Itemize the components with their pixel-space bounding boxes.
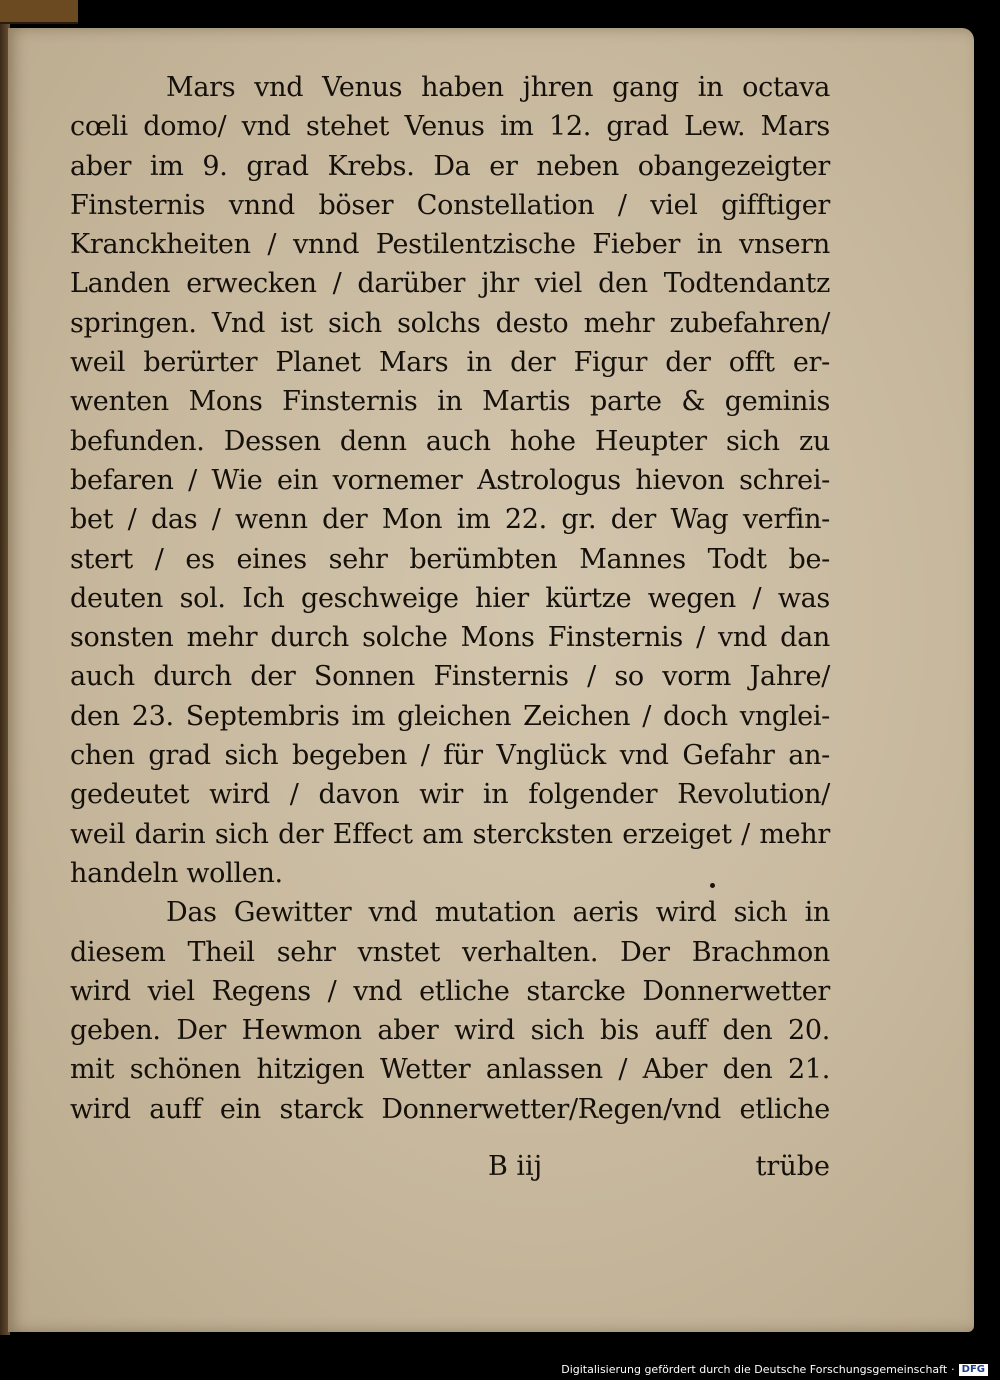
- text-line: Mars vnd Venus haben jhren gang in octava: [166, 72, 830, 103]
- text-line: Das Gewitter vnd mutation aeris wird sich in: [166, 897, 830, 929]
- signature-mark: B iij: [488, 1151, 543, 1182]
- text-line: weil berürter Planet Mars in der Figur der offt er-: [70, 347, 830, 379]
- book-page: [8, 28, 974, 1332]
- text-line: wird viel Regens / vnd etliche starcke Donnerwetter: [70, 975, 830, 1007]
- dfg-logo-icon: DFG: [959, 1364, 988, 1376]
- text-line: den 23. Septembris im gleichen Zeichen / doch vnglei-: [70, 700, 830, 732]
- credit-separator: ·: [951, 1363, 955, 1376]
- digitization-credit: [561, 1363, 988, 1376]
- text-line: wird auff ein starck Donnerwetter/Regen/vnd etliche: [70, 1093, 830, 1125]
- credit-text: Digitalisierung gefördert durch die Deutsche Forschungsgemeinschaft: [561, 1363, 948, 1376]
- text-line: mit schönen hitzigen Wetter anlassen / Aber den 21.: [70, 1054, 830, 1086]
- text-line: cœli domo/ vnd stehet Venus im 12. grad Lew. Mars: [70, 111, 830, 143]
- text-line: handeln wollen.: [70, 857, 283, 889]
- text-line: bet / das / wenn der Mon im 22. gr. der Wag verfin-: [70, 504, 830, 536]
- book-cover-corner: [0, 0, 78, 24]
- text-line: diesem Theil sehr vnstet verhalten. Der Brachmon: [70, 936, 830, 968]
- text-line: befaren / Wie ein vornemer Astrologus hievon schrei-: [70, 464, 830, 496]
- page-text-block: [70, 68, 830, 1129]
- text-line: Kranckheiten / vnnd Pestilentzische Fieber in vnsern: [70, 229, 830, 261]
- text-line: Finsternis vnnd böser Constellation / viel gifftiger: [70, 189, 830, 221]
- text-line: deuten sol. Ich geschweige hier kürtze wegen / was: [70, 582, 830, 614]
- page-foot: [70, 1151, 830, 1191]
- text-line: befunden. Dessen denn auch hohe Heupter sich zu: [70, 425, 830, 457]
- text-line: sonsten mehr durch solche Mons Finsternis / vnd dan: [70, 622, 830, 654]
- ink-speck: [710, 883, 715, 888]
- text-line: aber im 9. grad Krebs. Da er neben obangezeigter: [70, 150, 830, 182]
- text-line: springen. Vnd ist sich solchs desto mehr zubefahren/: [70, 307, 830, 339]
- text-line: chen grad sich begeben / für Vnglück vnd Gefahr an-: [70, 740, 830, 772]
- text-line: stert / es eines sehr berümbten Mannes Todt be-: [70, 543, 830, 575]
- text-line: wenten Mons Finsternis in Martis parte & geminis: [70, 386, 830, 418]
- text-line: weil darin sich der Effect am stercksten erzeiget / mehr: [70, 818, 830, 850]
- text-line: gedeutet wird / davon wir in folgender Revolution/: [70, 779, 830, 811]
- text-line: auch durch der Sonnen Finsternis / so vorm Jahre/: [70, 661, 830, 693]
- catchword: trübe: [755, 1151, 830, 1182]
- text-line: geben. Der Hewmon aber wird sich bis auff den 20.: [70, 1015, 830, 1047]
- text-line: Landen erwecken / darüber jhr viel den Todtendantz: [70, 268, 830, 300]
